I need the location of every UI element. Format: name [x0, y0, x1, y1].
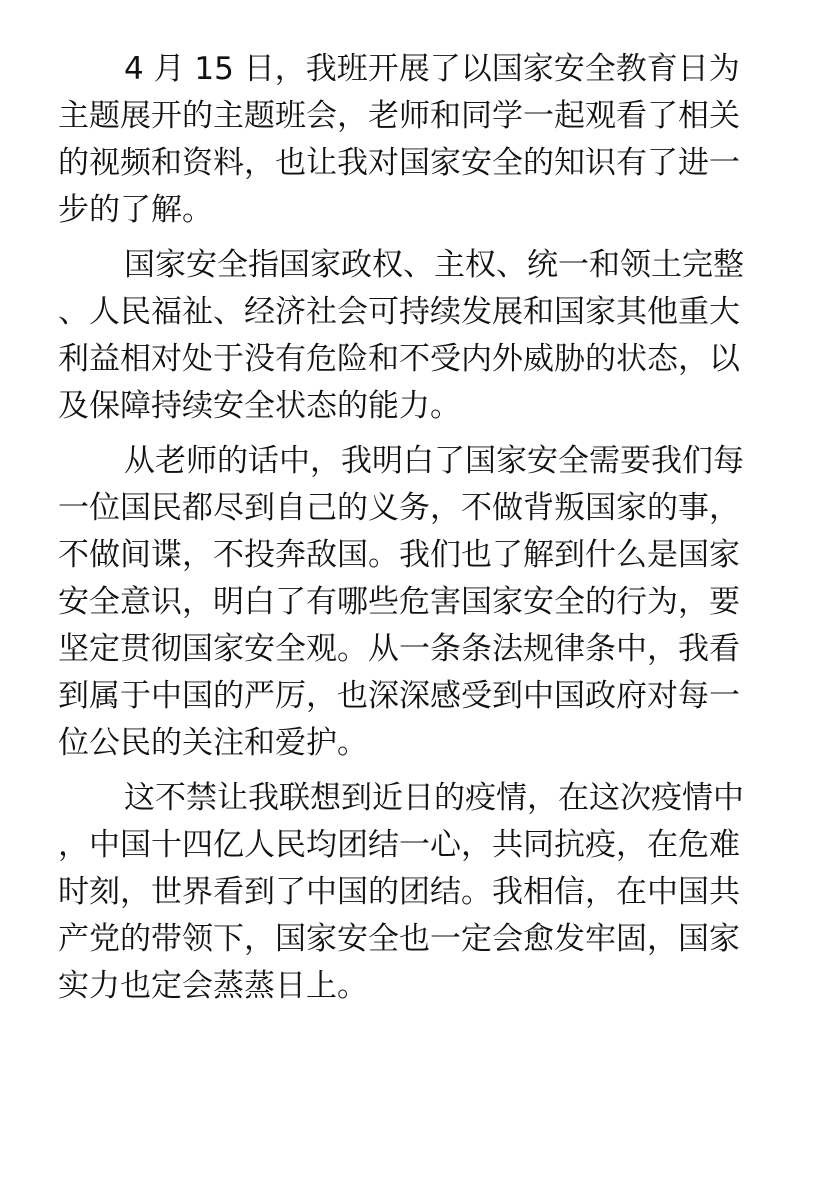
text-line: 及保障持续安全状态的能力。 — [58, 388, 461, 424]
text-line: ，中国十四亿人民均团结一心，共同抗疫，在危难 — [58, 827, 740, 863]
paragraph-4 — [58, 775, 780, 1010]
text-line: 步的了解。 — [58, 192, 213, 228]
text-line: 这不禁让我联想到近日的疫情，在这次疫情中 — [124, 780, 744, 816]
text-line: 时刻，世界看到了中国的团结。我相信，在中国共 — [58, 874, 740, 910]
text-line: 到属于中国的严厉，也深深感受到中国政府对每一 — [58, 678, 740, 714]
paragraph-3 — [58, 438, 780, 767]
text-line: 的视频和资料，也让我对国家安全的知识有了进一 — [58, 145, 740, 181]
text-line: 产党的带领下，国家安全也一定会愈发牢固，国家 — [58, 921, 740, 957]
text-line: 坚定贯彻国家安全观。从一条条法规律条中，我看 — [58, 631, 740, 667]
text-line: 利益相对处于没有危险和不受内外威胁的状态，以 — [58, 341, 740, 377]
text-line: 主题展开的主题班会，老师和同学一起观看了相关 — [58, 98, 740, 134]
text-line: 、人民福祉、经济社会可持续发展和国家其他重大 — [58, 294, 740, 330]
text-line: 安全意识，明白了有哪些危害国家安全的行为，要 — [58, 584, 740, 620]
text-line: 一位国民都尽到自己的义务，不做背叛国家的事， — [58, 490, 740, 526]
paragraph-1 — [58, 46, 780, 234]
text-line: 4 月 15 日，我班开展了以国家安全教育日为 — [124, 51, 740, 87]
text-line: 国家安全指国家政权、主权、统一和领土完整 — [124, 247, 744, 283]
text-line: 实力也定会蒸蒸日上。 — [58, 968, 368, 1004]
paragraph-2 — [58, 242, 780, 430]
text-line: 不做间谍，不投奔敌国。我们也了解到什么是国家 — [58, 537, 740, 573]
text-line: 位公民的关注和爱护。 — [58, 725, 368, 761]
text-line: 从老师的话中，我明白了国家安全需要我们每 — [124, 443, 744, 479]
document-body — [58, 46, 780, 1010]
